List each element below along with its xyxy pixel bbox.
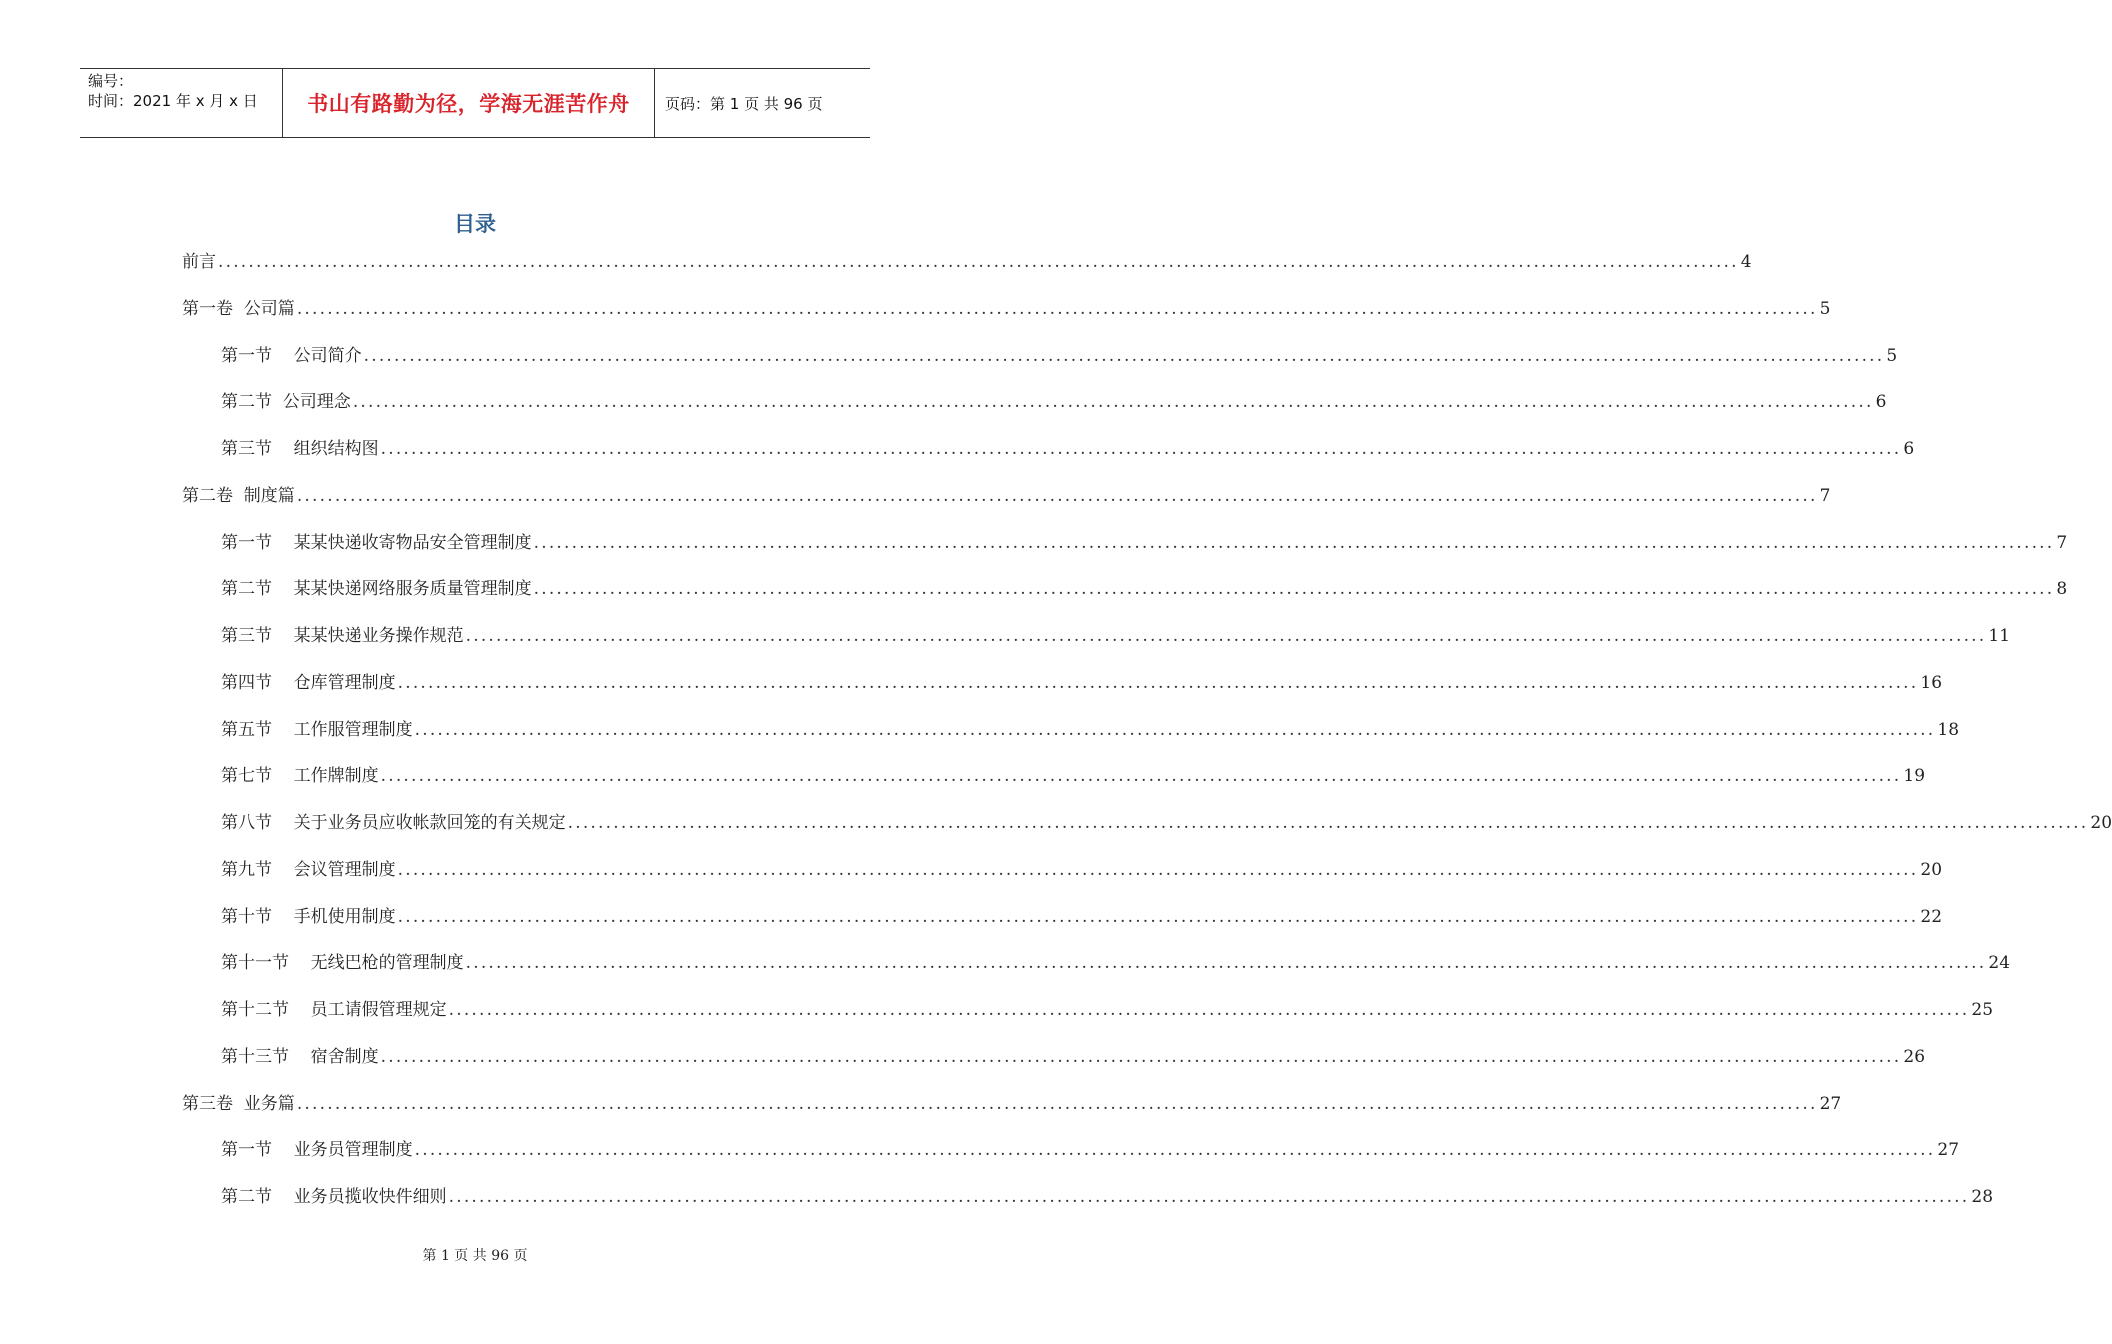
toc-dot-leader: ........................................................................................................................................................................................................ [414, 1140, 1936, 1161]
toc-entry-label: 第二节 公司理念 [221, 392, 351, 413]
toc-entry-label: 前言 [182, 252, 216, 272]
toc-dot-leader: ........................................................................................................................................................................................................ [380, 439, 1902, 459]
toc-entry[interactable] [221, 995, 1994, 1025]
toc-entry[interactable] [221, 574, 2068, 604]
toc-entry[interactable] [221, 668, 1943, 698]
toc-entry-page: 24 [1988, 953, 2011, 974]
toc-entry-page: 19 [1903, 766, 1926, 787]
toc-entry-page: 25 [1971, 1000, 1994, 1020]
toc-entry[interactable] [221, 434, 1915, 464]
toc-entry[interactable] [182, 481, 1831, 511]
toc-entry-page: 20 [1920, 859, 1943, 880]
toc-entry[interactable] [182, 294, 1831, 324]
toc-entry-page: 5 [1886, 345, 1898, 366]
toc-entry-label: 第十一节 无线巴枪的管理制度 [221, 953, 464, 974]
toc-entry-page: 18 [1937, 719, 1960, 740]
toc-dot-leader: ........................................................................................................................................................................................................ [448, 1187, 1970, 1207]
toc-entry-label: 第一卷 公司篇 [182, 298, 295, 319]
toc-dot-leader: ........................................................................................................................................................................................................ [397, 906, 1919, 927]
toc-entry-page: 6 [1903, 439, 1915, 459]
toc-entry[interactable] [221, 341, 1898, 371]
toc-entry-label: 第二卷 制度篇 [182, 485, 295, 506]
toc-entry-label: 第一节 公司简介 [221, 345, 362, 366]
toc-entry-label: 第三节 某某快递业务操作规范 [221, 626, 464, 646]
toc-entry-label: 第十三节 宿舍制度 [221, 1046, 379, 1067]
toc-entry[interactable] [221, 761, 1926, 791]
toc-dot-leader: ........................................................................................................................................................................................................ [352, 392, 1874, 413]
toc-entry-page: 28 [1971, 1187, 1994, 1207]
toc-dot-leader: ........................................................................................................................................................................................................ [567, 813, 2089, 833]
toc-entry-page: 5 [1819, 298, 1831, 319]
toc-title: 目录 [454, 212, 496, 236]
toc-entry-label: 第九节 会议管理制度 [221, 859, 396, 880]
toc-entry-label: 第三节 组织结构图 [221, 439, 379, 459]
toc-entry[interactable] [221, 902, 1943, 932]
toc-entry[interactable] [221, 621, 2011, 651]
toc-entry[interactable] [221, 715, 1960, 745]
toc-entry-label: 第八节 关于业务员应收帐款回笼的有关规定 [221, 813, 566, 833]
toc-entry[interactable] [221, 528, 2068, 558]
toc-dot-leader: ........................................................................................................................................................................................................ [363, 345, 1885, 366]
toc-entry[interactable] [221, 1182, 1994, 1212]
toc-entry[interactable] [221, 387, 1887, 417]
toc-dot-leader: ........................................................................................................................................................................................................ [533, 579, 2055, 600]
header-motto: 书山有路勤为径，学海无涯苦作舟 [283, 69, 655, 137]
document-number: 编号： [88, 72, 134, 90]
toc-dot-leader: ........................................................................................................................................................................................................ [414, 719, 1936, 740]
toc-entry-label: 第三卷 业务篇 [182, 1093, 295, 1114]
toc-entry[interactable] [221, 855, 1943, 885]
toc-dot-leader: ........................................................................................................................................................................................................ [397, 672, 1919, 693]
toc-entry-label: 第一节 某某快递收寄物品安全管理制度 [221, 532, 532, 553]
toc-entry-page: 27 [1937, 1140, 1960, 1161]
toc-entry-label: 第一节 业务员管理制度 [221, 1140, 413, 1161]
toc-entry-page: 27 [1819, 1093, 1842, 1114]
toc-entry-label: 第十节 手机使用制度 [221, 906, 396, 927]
toc-entry-page: 4 [1740, 252, 1752, 272]
toc-entry[interactable] [182, 247, 1752, 277]
toc-entry-label: 第二节 业务员揽收快件细则 [221, 1187, 447, 1207]
toc-dot-leader: ........................................................................................................................................................................................................ [533, 532, 2055, 553]
toc-entry-label: 第二节 某某快递网络服务质量管理制度 [221, 579, 532, 600]
toc-entry-page: 6 [1875, 392, 1887, 413]
toc-dot-leader: ........................................................................................................................................................................................................ [397, 859, 1919, 880]
toc-dot-leader: ........................................................................................................................................................................................................ [448, 1000, 1970, 1020]
toc-entry-page: 26 [1903, 1046, 1926, 1067]
toc-dot-leader: ........................................................................................................................................................................................................ [380, 1046, 1902, 1067]
header-meta [80, 69, 283, 137]
toc-entry[interactable] [221, 948, 2011, 978]
toc-entry-label: 第四节 仓库管理制度 [221, 672, 396, 693]
toc-dot-leader: ........................................................................................................................................................................................................ [380, 766, 1902, 787]
toc-entry-label: 第五节 工作服管理制度 [221, 719, 413, 740]
toc-entry[interactable] [221, 1135, 1960, 1165]
toc-entry-page: 20 [2090, 813, 2112, 833]
toc-dot-leader: ........................................................................................................................................................................................................ [296, 1093, 1818, 1114]
toc-entry[interactable] [221, 808, 2112, 838]
toc-entry-page: 7 [1819, 485, 1831, 506]
toc-dot-leader: ........................................................................................................................................................................................................ [296, 298, 1818, 319]
page-footer: 第 1 页 共 96 页 [422, 1248, 528, 1264]
toc-entry-label: 第七节 工作牌制度 [221, 766, 379, 787]
toc-entry-page: 22 [1920, 906, 1943, 927]
document-time: 时间：2021 年 x 月 x 日 [88, 92, 258, 110]
toc-dot-leader: ........................................................................................................................................................................................................ [465, 953, 1987, 974]
toc-entry-page: 8 [2056, 579, 2068, 600]
page-header [80, 68, 870, 138]
toc-entry-page: 7 [2056, 532, 2068, 553]
toc-entry-label: 第十二节 员工请假管理规定 [221, 1000, 447, 1020]
toc-dot-leader: ........................................................................................................................................................................................................ [218, 252, 1739, 272]
toc-entry[interactable] [221, 1042, 1926, 1072]
toc-dot-leader: ........................................................................................................................................................................................................ [296, 485, 1818, 506]
header-page-info: 页码：第 1 页 共 96 页 [665, 94, 823, 113]
toc-entry[interactable] [182, 1089, 1842, 1119]
toc-dot-leader: ........................................................................................................................................................................................................ [465, 626, 1987, 646]
toc-entry-page: 11 [1988, 626, 2011, 646]
toc-entry-page: 16 [1920, 672, 1943, 693]
